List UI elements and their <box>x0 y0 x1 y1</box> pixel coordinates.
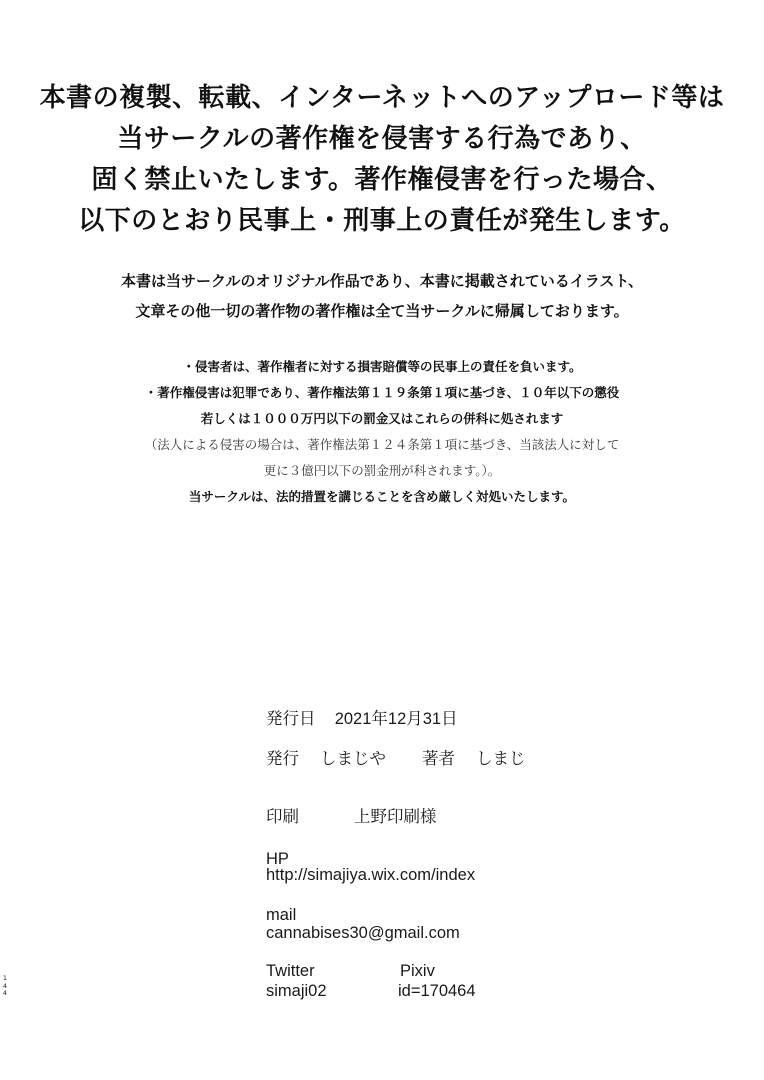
author-label: 著者 <box>422 750 455 768</box>
author-value: しまじ <box>476 750 526 768</box>
penalty-line-corporate: 更に３億円以下の罰金刑が科されます。）。 <box>263 463 501 478</box>
printer-row <box>266 806 686 828</box>
sns-value-row <box>266 980 686 1002</box>
twitter-handle: simaji02 <box>266 982 327 1000</box>
mail-label: mail <box>266 906 297 924</box>
penalty-line: ・著作権侵害は犯罪であり、著作権法第１１９条第１項に基づき、１０年以下の懲役 <box>144 385 620 400</box>
printer-value: 上野印刷様 <box>354 808 437 826</box>
penalty-line-corporate: （法人による侵害の場合は、著作権法第１２４条第１項に基づき、当該法人に対して <box>144 437 620 452</box>
statement-line: 本書は当サークルのオリジナル作品であり、本書に掲載されているイラスト、 <box>120 272 643 290</box>
twitter-label: Twitter <box>266 962 315 980</box>
publisher-label: 発行 <box>266 750 299 768</box>
legal-action-line: 当サークルは、法的措置を講じることを含め厳しく対処いたします。 <box>188 489 576 504</box>
statement-line: 文章その他一切の著作物の著作権は全て当サークルに帰属しております。 <box>135 302 629 320</box>
publish-date-value: 2021年12月31日 <box>334 710 458 728</box>
publisher-value: しまじや <box>320 750 386 768</box>
hp-url: http://simajiya.wix.com/index <box>266 866 476 884</box>
pixiv-id: id=170464 <box>398 982 476 1000</box>
heading-line: 本書の複製、転載、インターネットへのアップロード等は <box>39 83 725 113</box>
pixiv-label: Pixiv <box>400 962 435 980</box>
mail-address: cannabises30@gmail.com <box>266 924 460 942</box>
penalty-line: ・侵害者は、著作権者に対する損害賠償等の民事上の責任を負います。 <box>182 359 582 374</box>
page-number-digit: 1 <box>2 974 8 982</box>
ownership-statement <box>0 266 764 326</box>
publisher-author-row <box>266 748 686 770</box>
page-number-digit: 4 <box>2 989 8 997</box>
penalty-line: 若しくは１０００万円以下の罰金又はこれらの併科に処されます <box>200 411 564 426</box>
publish-date-label: 発行日 <box>266 710 316 728</box>
copyright-warning-heading <box>0 78 764 242</box>
printer-label: 印刷 <box>266 808 299 826</box>
page-number-digit: 4 <box>2 981 8 990</box>
page-number <box>1 975 9 998</box>
heading-line: 以下のとおり民事上・刑事上の責任が発生します。 <box>78 206 686 236</box>
sns-label-row <box>266 960 686 982</box>
heading-line: 固く禁止いたします。著作権侵害を行った場合、 <box>91 165 673 195</box>
heading-line: 当サークルの著作権を侵害する行為であり、 <box>117 124 647 154</box>
publish-date-row <box>266 708 458 730</box>
hp-label: HP <box>266 850 289 868</box>
penalty-notice <box>0 354 764 510</box>
